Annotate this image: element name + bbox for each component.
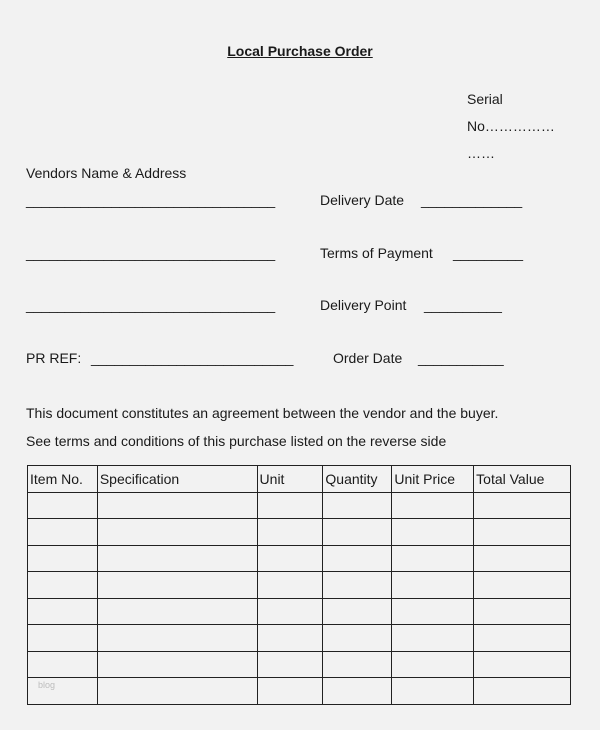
table-cell[interactable] — [474, 519, 571, 546]
serial-number-block — [467, 86, 555, 167]
table-row — [28, 519, 571, 546]
table-cell[interactable] — [392, 678, 474, 705]
header-unit-price: Unit Price — [392, 466, 474, 493]
table-cell[interactable] — [97, 625, 257, 652]
order-date-field[interactable]: ___________ — [418, 350, 504, 366]
table-cell[interactable] — [257, 519, 323, 546]
document-title: Local Purchase Order — [227, 43, 373, 59]
terms-of-payment-label: Terms of Payment — [320, 245, 433, 261]
table-cell[interactable] — [392, 598, 474, 625]
table-cell[interactable] — [28, 545, 98, 572]
table-cell[interactable] — [392, 519, 474, 546]
terms-of-payment-field[interactable]: _________ — [453, 245, 524, 261]
table-cell[interactable] — [323, 545, 392, 572]
header-total-value: Total Value — [474, 466, 571, 493]
table-cell[interactable] — [28, 598, 98, 625]
table-cell[interactable] — [323, 678, 392, 705]
table-cell[interactable] — [392, 625, 474, 652]
table-cell[interactable] — [97, 678, 257, 705]
table-cell[interactable] — [257, 678, 323, 705]
table-cell[interactable] — [323, 651, 392, 678]
terms-reference: See terms and conditions of this purchase listed on the reverse side — [26, 433, 447, 449]
agreement-statement: This document constitutes an agreement between the vendor and the buyer. — [26, 405, 499, 421]
table-cell[interactable] — [323, 625, 392, 652]
table-cell[interactable] — [474, 678, 571, 705]
table-cell[interactable] — [257, 651, 323, 678]
table-cell[interactable] — [257, 545, 323, 572]
table-cell[interactable] — [392, 492, 474, 519]
delivery-point-field[interactable]: __________ — [424, 297, 502, 313]
table-cell[interactable] — [474, 625, 571, 652]
table-cell[interactable] — [97, 651, 257, 678]
items-table — [27, 465, 571, 705]
table-cell[interactable] — [28, 651, 98, 678]
table-cell[interactable] — [97, 598, 257, 625]
table-cell[interactable] — [257, 625, 323, 652]
table-cell[interactable] — [257, 572, 323, 599]
delivery-point-label: Delivery Point — [320, 297, 407, 313]
header-item-no: Item No. — [28, 466, 98, 493]
table-cell[interactable] — [97, 545, 257, 572]
order-date-label: Order Date — [333, 350, 403, 366]
table-cell[interactable] — [474, 572, 571, 599]
table-cell[interactable] — [28, 625, 98, 652]
table-cell[interactable] — [97, 492, 257, 519]
header-unit: Unit — [257, 466, 323, 493]
serial-continuation: …… — [467, 145, 495, 161]
table-header-row — [28, 466, 571, 493]
table-cell[interactable] — [392, 651, 474, 678]
table-cell[interactable] — [28, 572, 98, 599]
table-row — [28, 545, 571, 572]
watermark-text: blog — [38, 680, 56, 690]
table-cell[interactable] — [257, 492, 323, 519]
header-specification: Specification — [97, 466, 257, 493]
pr-ref-field[interactable]: __________________________ — [91, 350, 294, 366]
table-row — [28, 492, 571, 519]
table-cell[interactable] — [474, 545, 571, 572]
serial-label: Serial — [467, 91, 503, 107]
table-cell[interactable] — [474, 492, 571, 519]
table-row — [28, 598, 571, 625]
table-cell[interactable] — [323, 598, 392, 625]
table-cell[interactable] — [97, 519, 257, 546]
table-cell[interactable] — [474, 598, 571, 625]
vendor-address-line-1[interactable]: ________________________________ — [26, 192, 276, 208]
pr-ref-label: PR REF: — [26, 350, 82, 366]
table-row — [28, 651, 571, 678]
table-row — [28, 678, 571, 705]
table-row — [28, 572, 571, 599]
table-row — [28, 625, 571, 652]
delivery-date-label: Delivery Date — [320, 192, 405, 208]
table-cell[interactable] — [323, 492, 392, 519]
vendor-address-line-3[interactable]: ________________________________ — [26, 297, 276, 313]
header-quantity: Quantity — [323, 466, 392, 493]
serial-no-line: No…………… — [467, 118, 555, 134]
table-body — [28, 492, 571, 704]
table-cell[interactable] — [323, 572, 392, 599]
vendor-address-line-2[interactable]: ________________________________ — [26, 245, 276, 261]
table-cell[interactable] — [392, 572, 474, 599]
table-cell[interactable] — [28, 492, 98, 519]
table-cell[interactable] — [28, 519, 98, 546]
delivery-date-field[interactable]: _____________ — [421, 192, 523, 208]
vendor-label: Vendors Name & Address — [26, 165, 187, 181]
table-cell[interactable] — [257, 598, 323, 625]
table-cell[interactable] — [97, 572, 257, 599]
table-cell[interactable] — [474, 651, 571, 678]
table-cell[interactable] — [323, 519, 392, 546]
table-cell[interactable] — [392, 545, 474, 572]
